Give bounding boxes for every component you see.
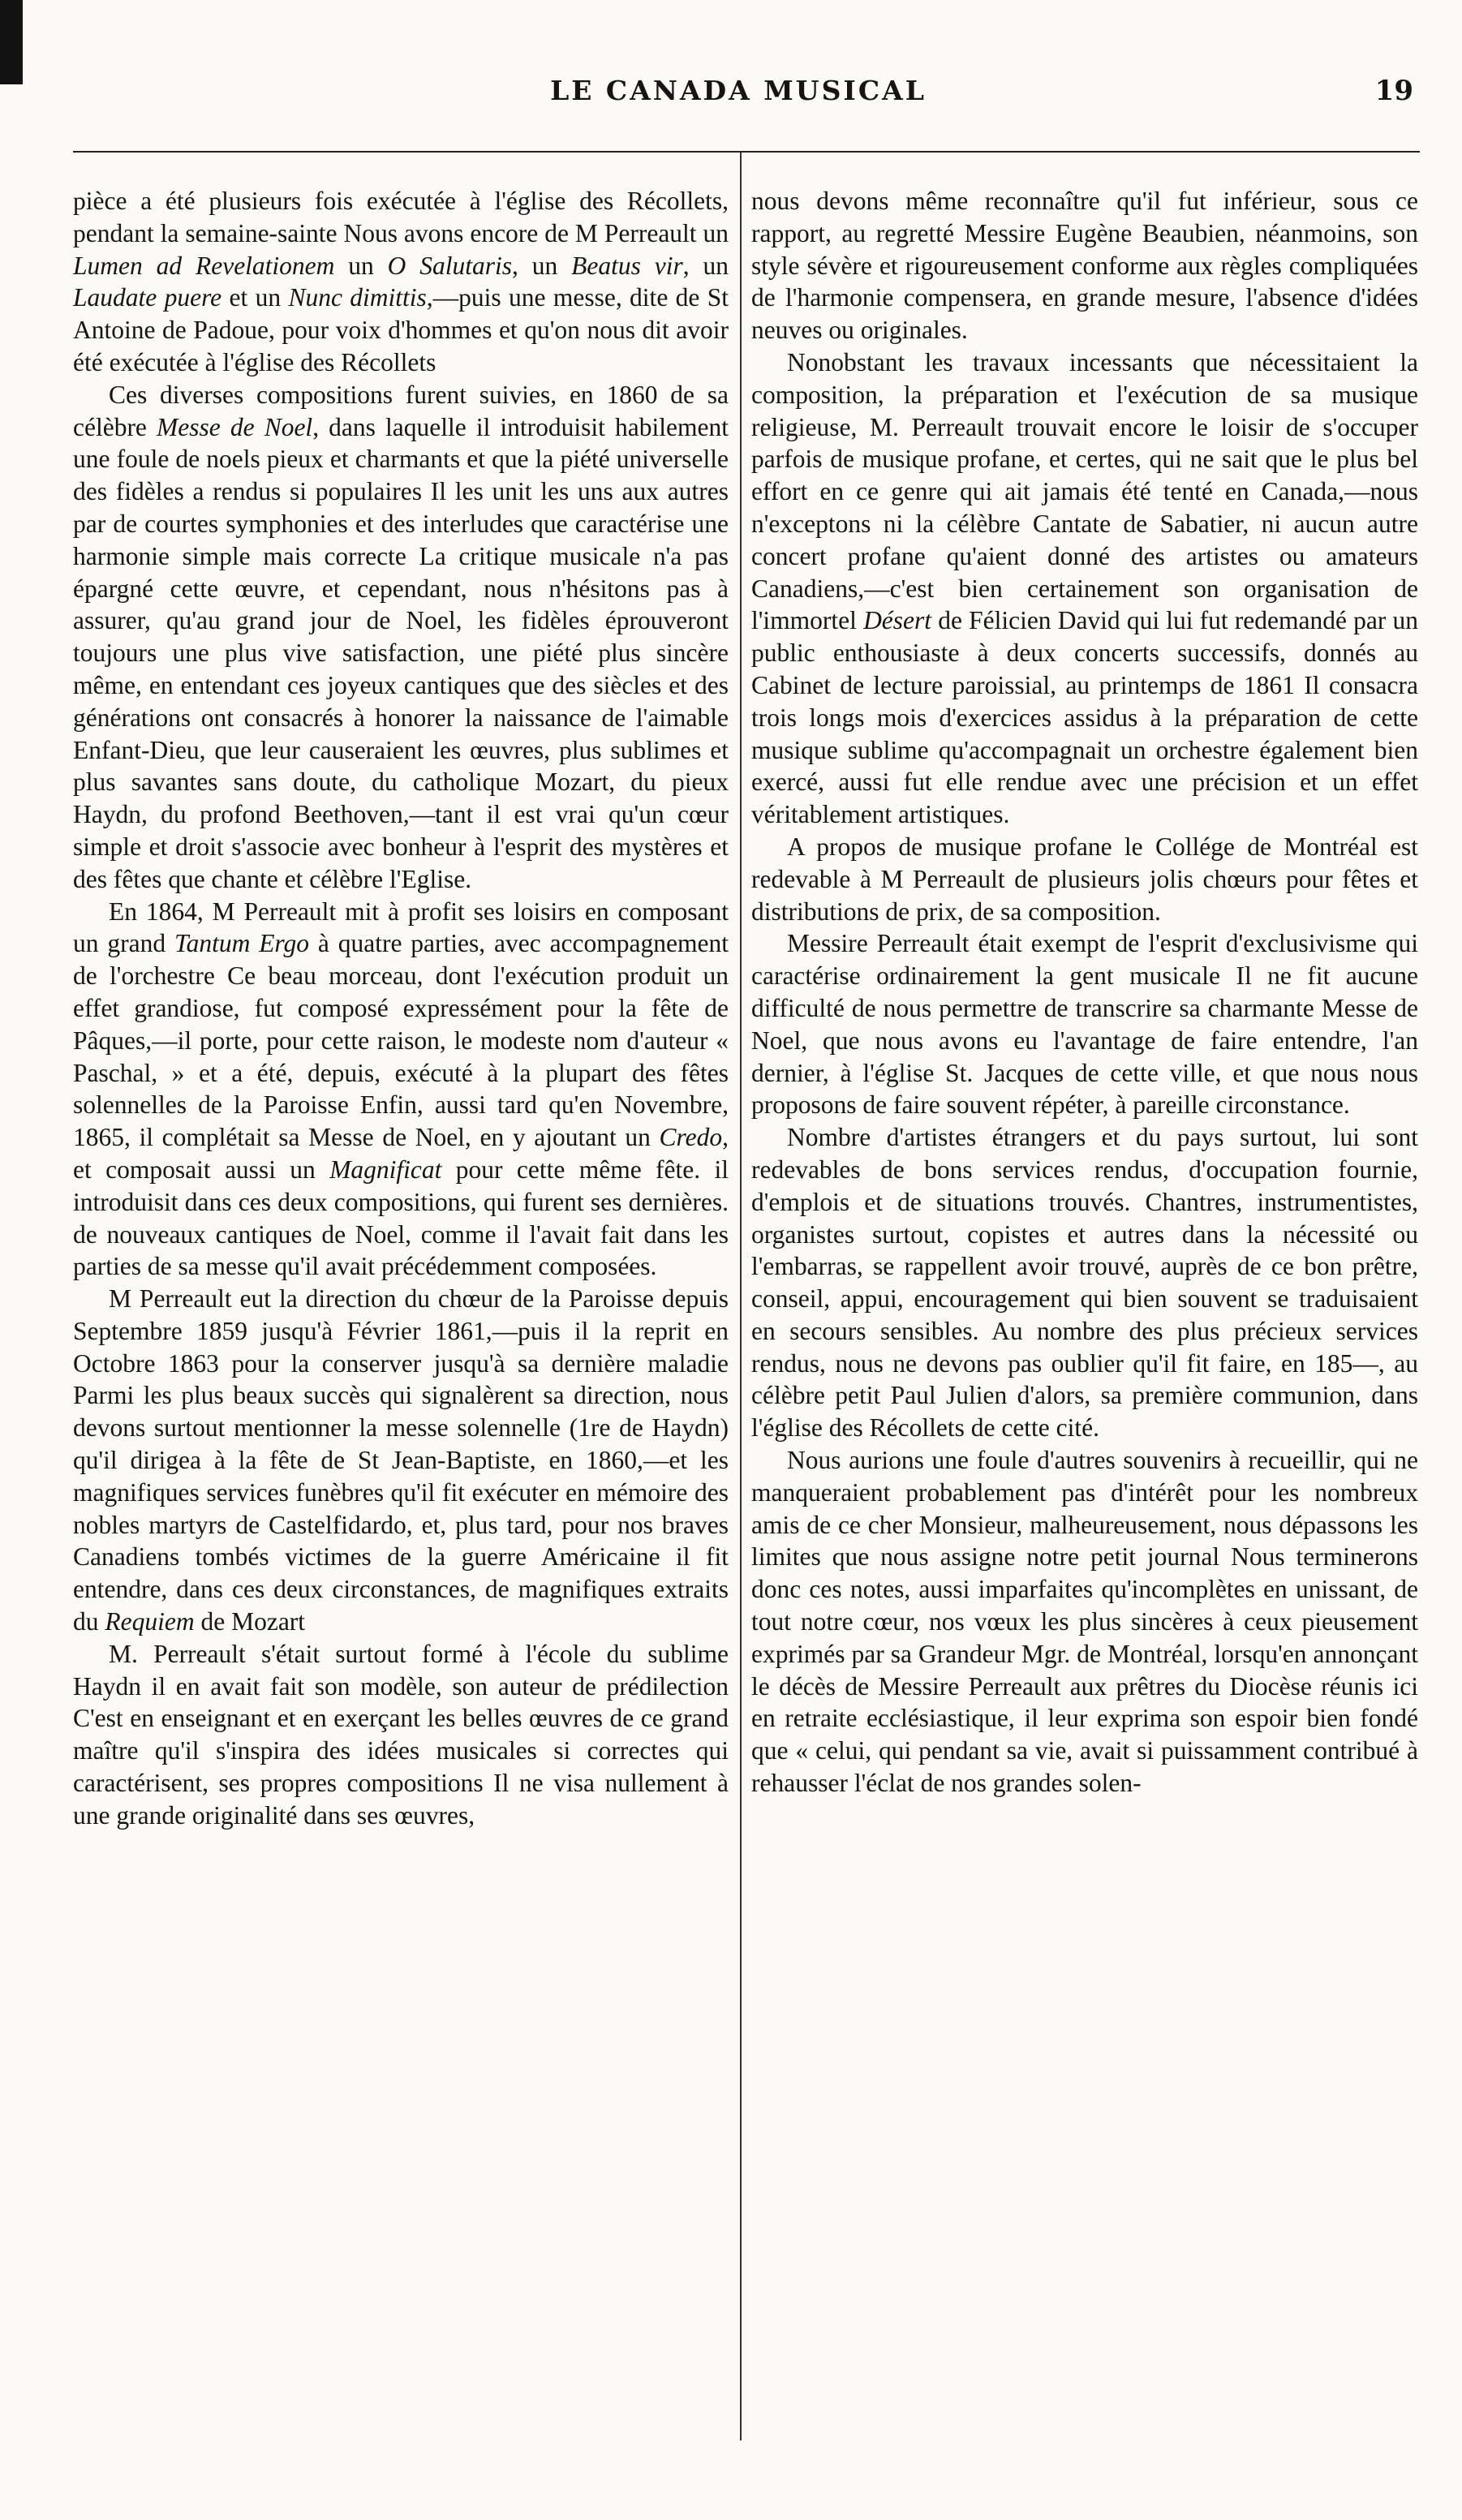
text-run: nous devons même reconnaître qu'il fut inférieur, sous ce rapport, au regretté Messire Eugène Beaubien, néanmoins, son style sévère et rigoureusement conforme aux règles compliquées de l'harmonie compensera, en grande mesure, l'absence d'idées neuves ou originales. xyxy=(751,187,1418,345)
text-run: , dans laquelle il introduisit habilement une foule de noels pieux et charmants et que la piété universelle des fidèles a rendus si populaires Il les unit les uns aux autres par de courtes symphonies et des interludes que caractérise une harmonie simple mais correcte La critique musicale n'a pas épargné cette œuvre, et cependant, nous n'hésitons pas à assurer, qu'au grand jour de Noel, les fidèles éprouveront toujours une plus vive satisfaction, une piété plus sincère même, en entendant ces joyeux cantiques que des siècles et des générations ont consacrés à honorer la naissance de l'aimable Enfant-Dieu, que leur causeraient les œuvres, plus sublimes et plus savantes sans doute, du catholique Mozart, du pieux Haydn, du profond Beethoven,—tant il est vrai qu'un cœur simple et droit s'associe avec bonheur à l'esprit des mystères et des fêtes que chante et célèbre l'Eglise. xyxy=(73,412,729,893)
binding-edge-bar xyxy=(0,0,23,84)
text-run: En 1864, M Perreault mit à profit ses loisirs en composant un grand xyxy=(73,897,729,958)
column-divider xyxy=(740,153,742,2440)
text-run: Nonobstant les travaux incessants que nécessitaient la composition, la préparation et l'exécution de sa musique religieuse, M. Perreault trouvait encore le loisir de s'occuper parfois de musique profane, et certes, qui ne sait que le plus bel effort en ce genre qui ait jamais été tenté en Canada,—nous n'exceptons ni la célèbre Cantate de Sabatier, ni aucun autre concert profane qu'aient donné des artistes ou amateurs Canadiens,—c'est bien certainement son organisation de l'immortel xyxy=(751,347,1418,635)
header-rule xyxy=(73,151,1420,153)
text-run: M Perreault eut la direction du chœur de la Paroisse depuis Septembre 1859 jusqu'à Février 1861,—puis il la reprit en Octobre 1863 pour la conserver jusqu'à sa dernière maladie Parmi les plus beaux succès qui signalèrent sa direction, nous devons surtout mentionner la messe solennelle (1re de Haydn) qu'il dirigea à la fête de St Jean-Baptiste, en 1860,—et les magnifiques services funèbres qu'il fit exécuter en mémoire des nobles martyrs de Castelfidardo, et, plus tard, pour nos braves Canadiens tombés victimes de la guerre Américaine il fit entendre, dans ces deux circonstances, de magnifiques extraits du xyxy=(73,1284,729,1636)
paragraph xyxy=(751,927,1418,1121)
paragraph xyxy=(73,1283,729,1638)
paragraph xyxy=(73,1638,729,1832)
right-column xyxy=(751,185,1418,2432)
text-run: Nombre d'artistes étrangers et du pays surtout, lui sont redevables de bons services rendus, d'occupation fournie, d'emplois et de situations trouvés. Chantres, instrumentistes, organistes surtout, copistes et autres dans la nécessité ou l'embarras, se rappellent avoir trouvé, auprès de ce bon prêtre, conseil, appui, encouragement qui bien souvent se traduisaient en secours sensibles. Au nombre des plus précieux services rendus, nous ne devons pas oublier qu'il fit faire, en 185—, au célèbre petit Paul Julien d'alors, sa première communion, dans l'église des Récollets de cette cité. xyxy=(751,1123,1418,1443)
text-run: et un xyxy=(221,283,289,312)
text-run: Nous aurions une foule d'autres souvenirs à recueillir, qui ne manqueraient probablement pas d'intérêt pour les nombreux amis de ce cher Monsieur, malheureusement, nous dépassons les limites que nous assigne notre petit journal Nous terminerons donc ces notes, aussi imparfaites qu'incomplètes en unissant, de tout notre cœur, nos vœux les plus sincères à ceux pieusement exprimés par sa Grandeur Mgr. de Montréal, lorsqu'en annonçant le décès de Messire Perreault aux prêtres du Diocèse réunis ici en retraite ecclésiastique, il leur exprima son espoir bien fondé que « celui, qui pendant sa vie, avait si puissamment contribué à rehausser l'éclat de nos grandes solen- xyxy=(751,1446,1418,1798)
italic-title: Lumen ad Revelationem xyxy=(73,251,335,280)
page-header xyxy=(57,71,1420,120)
text-run: M. Perreault s'était surtout formé à l'école du sublime Haydn il en avait fait son modèle, son auteur de prédilection C'est en enseignant et en exerçant les belles œuvres de ce grand maître qu'il s'inspira des idées musicales si correctes qui caractérisent, ses propres compositions Il ne visa nullement à une grande originalité dans ses œuvres, xyxy=(73,1639,729,1830)
italic-title: Credo xyxy=(659,1123,723,1152)
text-run: A propos de musique profane le Collége de Montréal est redevable à M Perreault de plusieurs jolis chœurs pour fêtes et distributions de prix, de sa composition. xyxy=(751,832,1418,926)
paragraph xyxy=(751,1121,1418,1444)
paragraph xyxy=(751,831,1418,927)
text-run: , et composait aussi un xyxy=(73,1123,729,1184)
text-run: de Mozart xyxy=(194,1607,306,1636)
text-run: de Félicien David qui lui fut redemandé par un public enthousiaste à deux concerts successifs, donnés au Cabinet de lecture paroissial, au printemps de 1861 Il consacra trois longs mois d'exercices assidus à la préparation de cette musique sublime qu'accompagnait un orchestre également bien exercé, aussi fut elle rendue avec une précision et un effet véritablement artistiques. xyxy=(751,606,1418,829)
italic-title: O Salutaris xyxy=(387,251,513,280)
italic-title: Tantum Ergo xyxy=(174,929,310,958)
paragraph xyxy=(73,185,729,379)
italic-title: Laudate puere xyxy=(73,283,222,312)
italic-title: Nunc dimittis xyxy=(288,283,427,312)
running-title: LE CANADA MUSICAL xyxy=(550,75,927,106)
italic-title: Beatus vir xyxy=(571,251,683,280)
italic-title: Magnificat xyxy=(329,1155,442,1184)
paragraph xyxy=(751,346,1418,831)
text-run: , un xyxy=(682,251,729,280)
text-run: Ces diverses compositions furent suivies, en 1860 de sa célèbre xyxy=(73,380,729,441)
text-run: Messire Perreault était exempt de l'esprit d'exclusivisme qui caractérise ordinairement la gent musicale Il ne fit aucune difficulté de nous permettre de transcrire sa charmante Messe de Noel, que nous avons eu l'avantage de faire entendre, l'an dernier, à l'église St. Jacques de cette ville, et que nous nous proposons de faire souvent répéter, à pareille circonstance. xyxy=(751,929,1418,1120)
italic-title: Requiem xyxy=(105,1607,195,1636)
text-run: à quatre parties, avec accompagnement de l'orchestre Ce beau morceau, dont l'exécution produit un effet grandiose, fut composé expressément pour la fête de Pâques,—il porte, pour cette raison, le modeste nom d'auteur « Paschal, » et a été, depuis, exécuté à la plupart des fêtes solennelles de la Paroisse Enfin, aussi tard qu'en Novembre, 1865, il complétait sa Messe de Noel, en y ajoutant un xyxy=(73,929,729,1152)
italic-title: Désert xyxy=(863,606,932,635)
left-column xyxy=(73,185,729,2432)
text-run: , un xyxy=(512,251,572,280)
page-number: 19 xyxy=(1374,75,1413,107)
text-run: un xyxy=(334,251,388,280)
text-run: pour cette même fête. il introduisit dans ces deux compositions, qui furent ses dernières. de nouveaux cantiques de Noel, comme il l'avait fait dans les parties de sa messe qu'il avait précédemment composées. xyxy=(73,1155,729,1281)
paragraph xyxy=(751,1444,1418,1800)
paragraph xyxy=(751,185,1418,346)
text-run: ,—puis une messe, dite de St Antoine de Padoue, pour voix d'hommes et qu'on nous dit avoir été exécutée à l'église des Récollets xyxy=(73,283,729,376)
paragraph xyxy=(73,896,729,1284)
text-run: pièce a été plusieurs fois exécutée à l'église des Récollets, pendant la semaine-sainte Nous avons encore de M Perreault un xyxy=(73,187,729,247)
paragraph xyxy=(73,379,729,896)
italic-title: Messe de Noel xyxy=(157,412,313,441)
